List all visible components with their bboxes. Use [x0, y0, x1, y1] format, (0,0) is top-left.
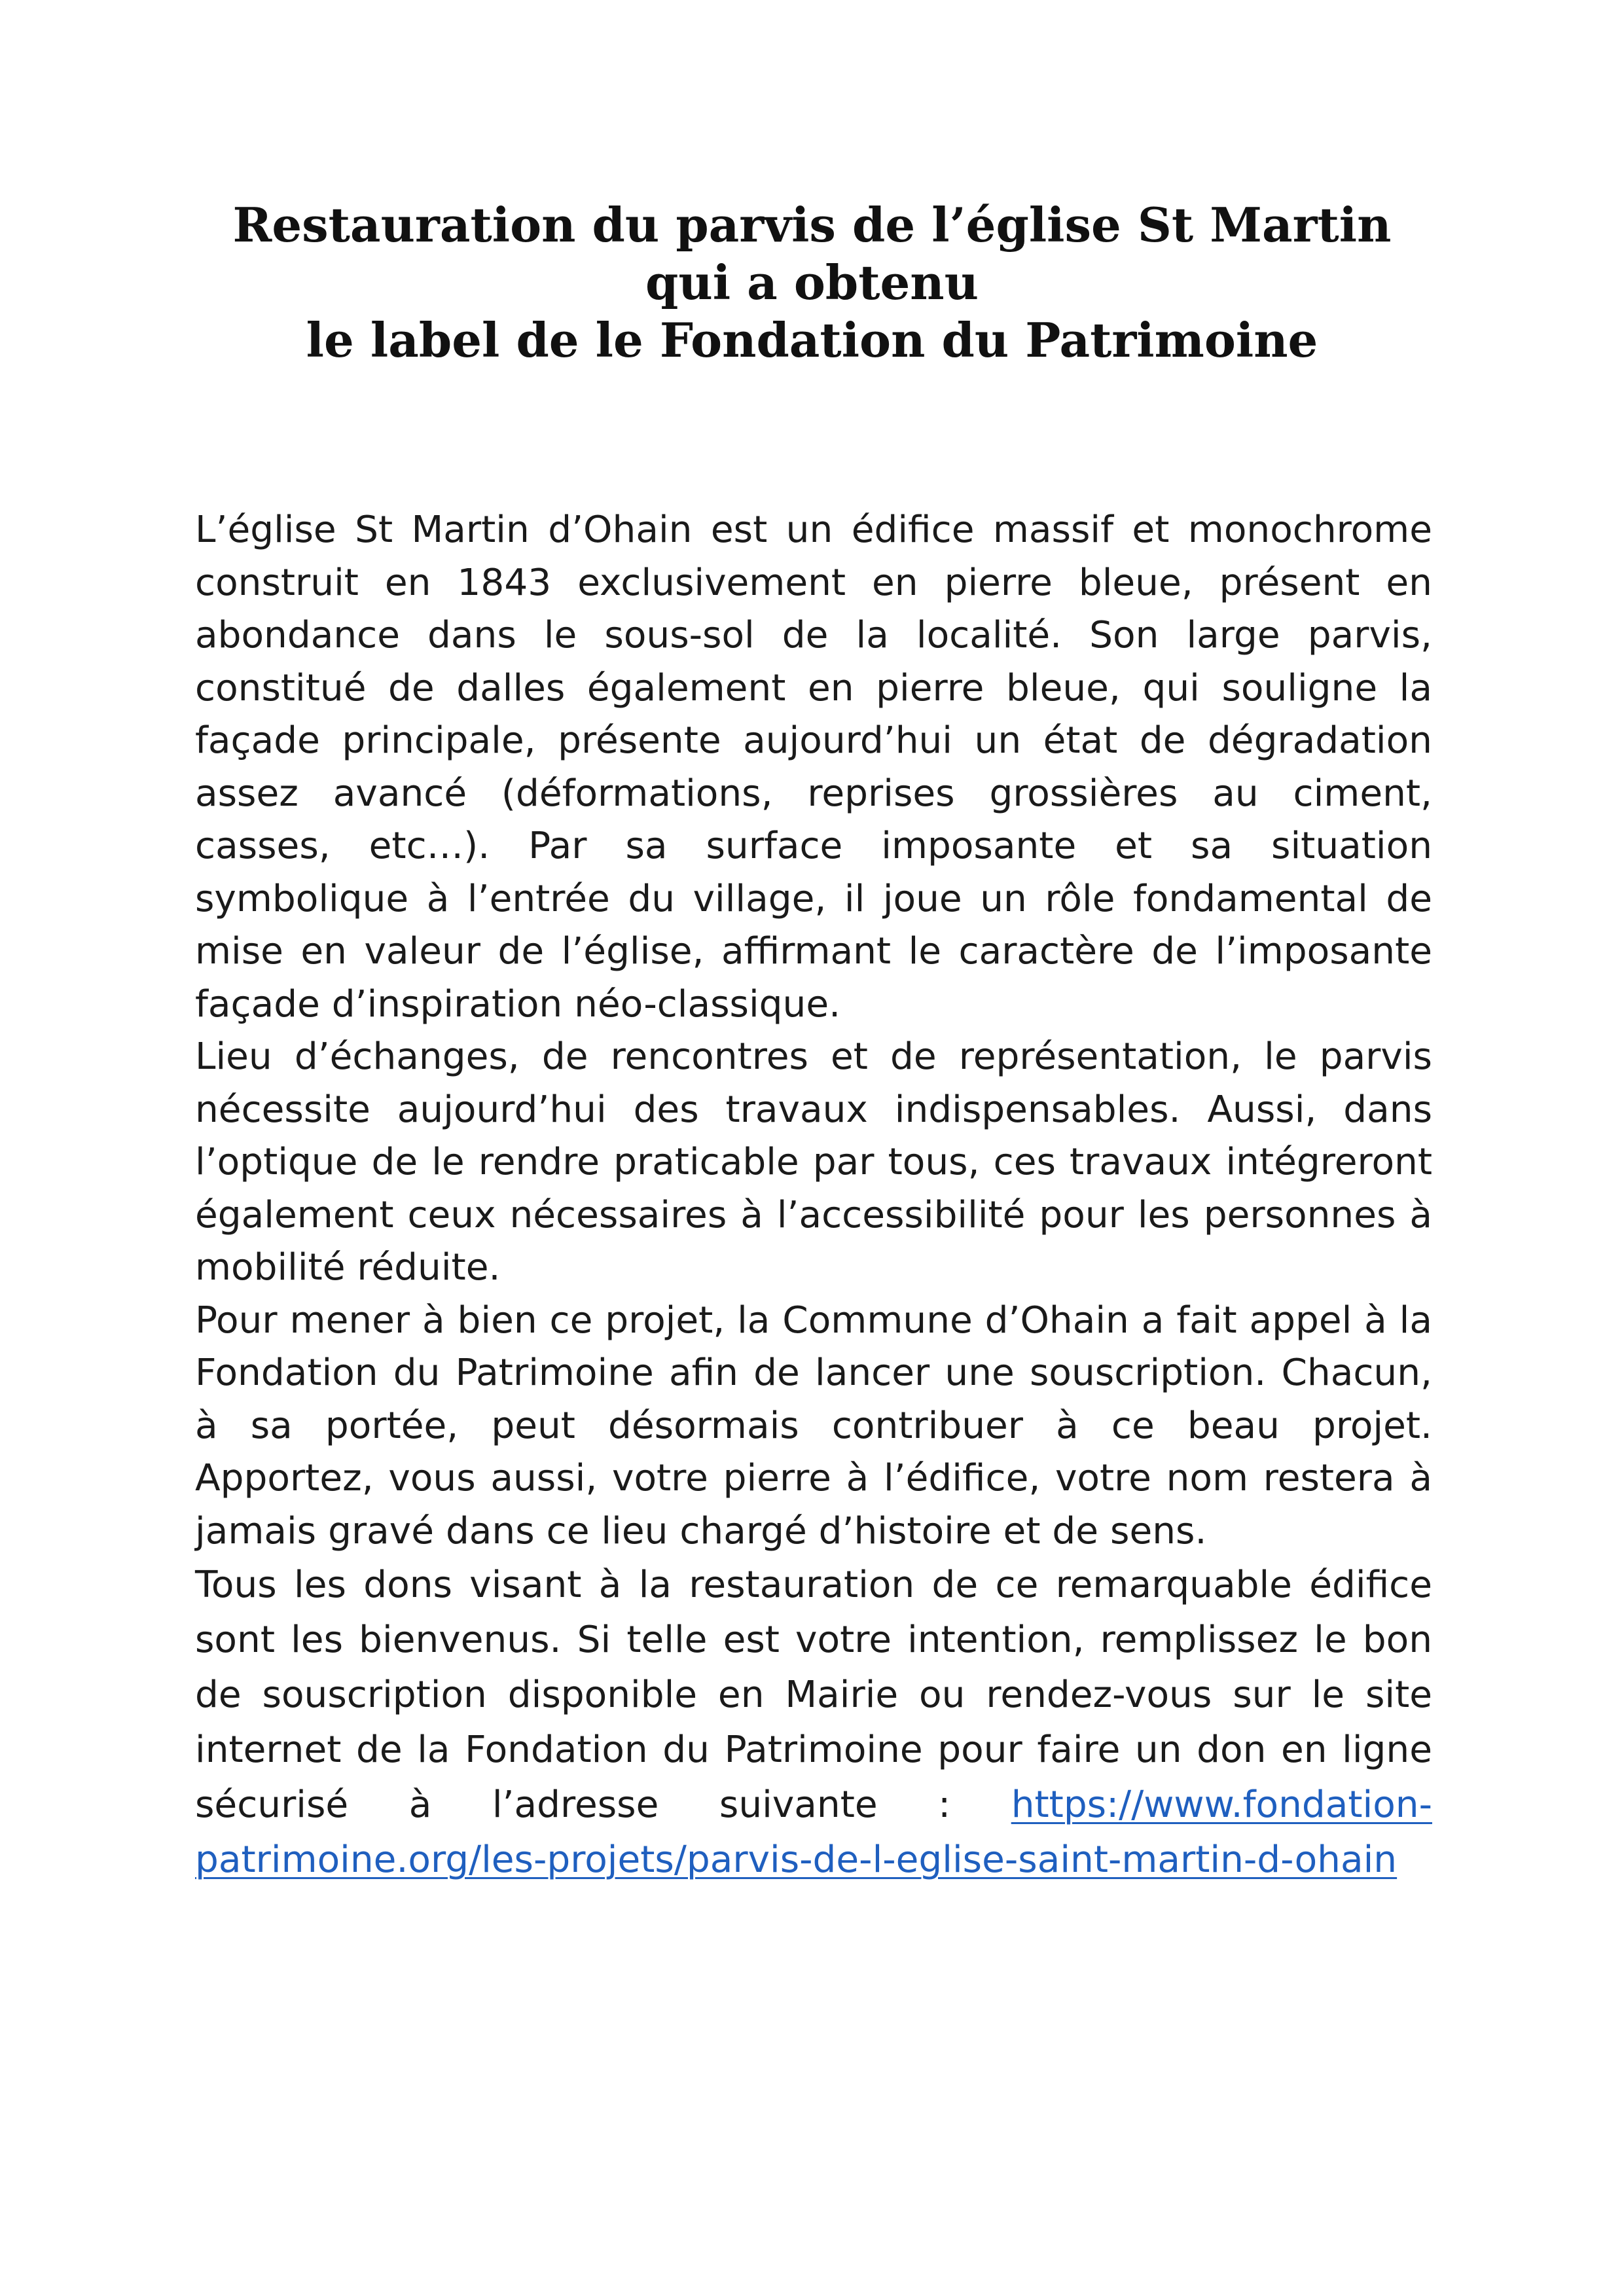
title-line-3: le label de le Fondation du Patrimoine — [306, 312, 1318, 368]
donation-link[interactable]: https://www.fondation-patrimoine.org/les-projets/parvis-de-l-eglise-saint-martin-d-ohain — [195, 1784, 1432, 1881]
paragraph-donations-text: Tous les dons visant à la restauration de ce remarquable édifice sont les bienvenus. Si telle est votre intention, remplissez le bon de souscription disponible en Mairie ou rendez-vous sur le site internet de la Fondation du Patrimoine pour faire un don en ligne sécurisé à l’adresse suivante : — [195, 1564, 1432, 1826]
title-line-2: qui a obtenu — [645, 255, 979, 310]
document-title — [183, 196, 1441, 369]
document-body — [195, 504, 1432, 1888]
paragraph-donations — [195, 1558, 1432, 1888]
paragraph-works: Lieu d’échanges, de rencontres et de représentation, le parvis nécessite aujourd’hui des travaux indispensables. Aussi, dans l’optique de le rendre praticable par tous, ces travaux intégreront également ceux nécessaires à l’accessibilité pour les personnes à mobilité réduite. — [195, 1035, 1432, 1289]
title-line-1: Restauration du parvis de l’église St Martin — [232, 197, 1392, 253]
paragraph-history: L’église St Martin d’Ohain est un édifice massif et monochrome construit en 1843 exclusivement en pierre bleue, présent en abondance dans le sous-sol de la localité. Son large parvis, constitué de dalles également en pierre bleue, qui souligne la façade principale, présente aujourd’hui un état de dégradation assez avancé (déformations, reprises grossières au ciment, casses, etc…). Par sa surface imposante et sa situation symbolique à l’entrée du village, il joue un rôle fondamental de mise en valeur de l’église, affirmant le caractère de l’imposante façade d’inspiration néo-classique. — [195, 509, 1432, 1026]
paragraph-subscription: Pour mener à bien ce projet, la Commune d’Ohain a fait appel à la Fondation du Patrimoine afin de lancer une souscription. Chacun, à sa portée, peut désormais contribuer à ce beau projet. Apportez, vous aussi, votre pierre à l’édifice, votre nom restera à jamais gravé dans ce lieu chargé d’histoire et de sens. — [195, 1299, 1432, 1552]
